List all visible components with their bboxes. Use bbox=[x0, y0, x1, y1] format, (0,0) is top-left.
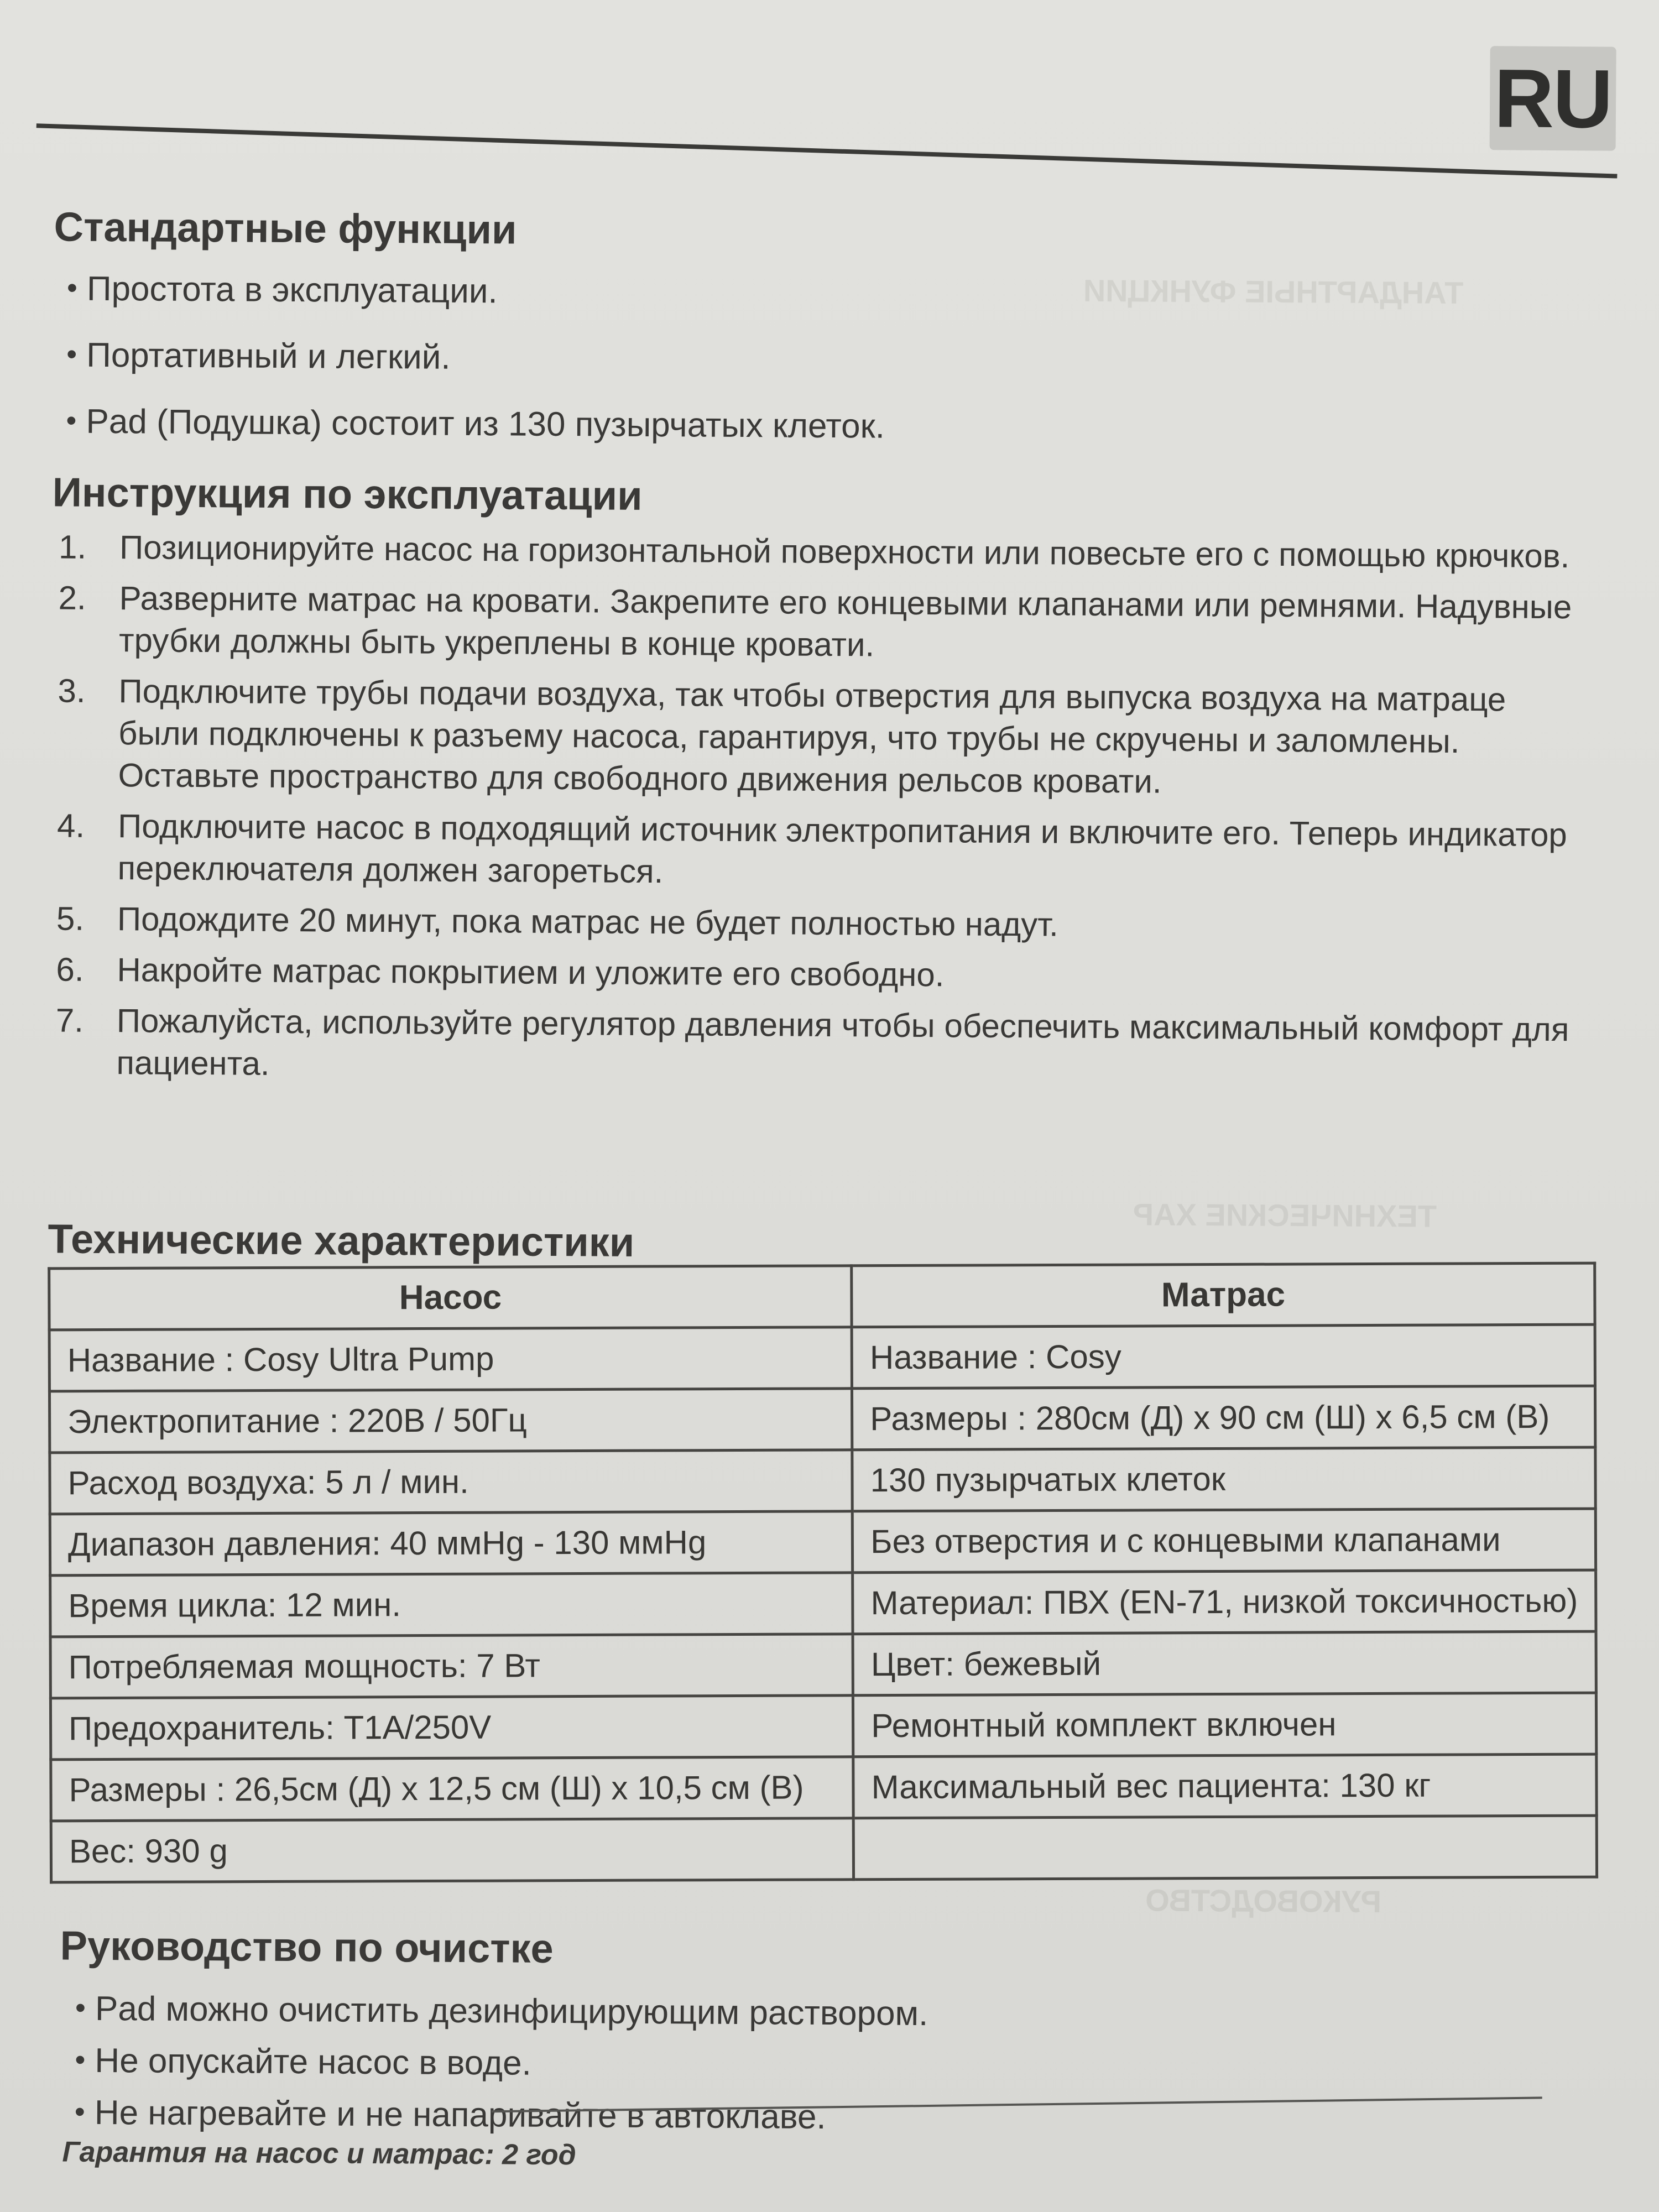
step-text: Накройте матрас покрытием и уложите его свободно. bbox=[117, 951, 945, 994]
standard-features-title: Стандартные функции bbox=[54, 204, 517, 253]
list-item: • Pad можно очистить дезинфицирующим раствором. bbox=[95, 1992, 928, 2049]
table-row bbox=[49, 1386, 1595, 1453]
mattress-cell: Ремонтный комплект включен bbox=[853, 1693, 1597, 1757]
mattress-cell bbox=[853, 1815, 1597, 1880]
step-text: Подключите трубы подачи воздуха, так чтобы отверстия для выпуска воздуха на матраце были подключены к разъему насоса, гарантируя, что трубы не скручены и заломлены. Оставьте пространство для свободного движения рельсов кровати. bbox=[118, 672, 1506, 800]
instruction-step bbox=[58, 577, 1596, 670]
list-item: • Не нагревайте и не напаривайте в автоклаве. bbox=[94, 2096, 927, 2153]
pump-column-header: Насос bbox=[49, 1266, 852, 1330]
cleaning-title: Руководство по очистке bbox=[60, 1922, 554, 1971]
mattress-cell: Размеры : 280см (Д) x 90 см (Ш) x 6,5 см (В) bbox=[852, 1386, 1595, 1450]
step-number: 3. bbox=[58, 672, 86, 709]
table-row bbox=[49, 1324, 1595, 1391]
instruction-step bbox=[56, 805, 1594, 898]
show-through-text: ТАНДАРТНЫЕ ФУНКЦИИ bbox=[1083, 273, 1464, 310]
pump-cell: Электропитание : 220В / 50Гц bbox=[49, 1389, 852, 1453]
step-text: Подключите насос в подходящий источник электропитания и включите его. Теперь индикатор переключателя должен загореться. bbox=[117, 807, 1568, 890]
specs-table bbox=[48, 1262, 1598, 1884]
table-row bbox=[50, 1631, 1596, 1698]
table-row bbox=[51, 1754, 1597, 1821]
step-text: Подождите 20 минут, пока матрас не будет полностью надут. bbox=[117, 900, 1058, 943]
instruction-step bbox=[55, 999, 1593, 1093]
step-text: Пожалуйста, используйте регулятор давления чтобы обеспечить максимальный комфорт для пациента. bbox=[116, 1002, 1569, 1082]
mattress-cell: Материал: ПВХ (EN-71, низкой токсичностью) bbox=[853, 1570, 1596, 1634]
instruction-steps bbox=[55, 526, 1596, 1102]
table-row bbox=[50, 1509, 1595, 1575]
mattress-cell: Цвет: бежевый bbox=[853, 1631, 1596, 1695]
cleaning-list bbox=[94, 1989, 928, 2153]
step-number: 4. bbox=[56, 807, 85, 844]
step-number: 6. bbox=[56, 951, 84, 988]
instruction-step bbox=[59, 526, 1596, 577]
pump-cell: Потребляемая мощность: 7 Вт bbox=[50, 1634, 853, 1698]
show-through-text: РУКОВОДСТВО bbox=[1145, 1882, 1382, 1919]
mattress-cell: Без отверстия и с концевыми клапанами bbox=[852, 1509, 1595, 1573]
list-item: • Простота в эксплуатации. bbox=[86, 272, 885, 343]
table-row bbox=[50, 1570, 1596, 1637]
pump-cell: Время цикла: 12 мин. bbox=[50, 1573, 853, 1637]
step-number: 2. bbox=[58, 579, 86, 617]
pump-cell: Вес: 930 g bbox=[51, 1818, 854, 1882]
table-row bbox=[50, 1447, 1595, 1514]
mattress-cell: Название : Cosy bbox=[852, 1324, 1595, 1389]
mattress-cell: Максимальный вес пациента: 130 кг bbox=[853, 1754, 1597, 1818]
top-divider-line bbox=[36, 123, 1618, 178]
table-header-row bbox=[49, 1263, 1595, 1330]
show-through-text: ТЕХНИЧЕСКИЕ ХАР bbox=[1133, 1197, 1437, 1234]
instruction-step bbox=[56, 898, 1594, 949]
list-item: • Портативный и легкий. bbox=[86, 338, 885, 410]
mattress-column-header: Матрас bbox=[852, 1263, 1595, 1327]
mattress-cell: 130 пузырчатых клеток bbox=[852, 1447, 1595, 1511]
pump-cell: Размеры : 26,5см (Д) x 12,5 см (Ш) x 10,5 см (В) bbox=[51, 1757, 854, 1821]
list-item: • Не опускайте насос в воде. bbox=[95, 2044, 928, 2101]
list-item: • Pad (Подушка) состоит из 130 пузырчатых клеток. bbox=[86, 405, 885, 476]
pump-cell: Предохранитель: T1A/250V bbox=[50, 1695, 853, 1760]
step-number: 1. bbox=[58, 528, 87, 566]
instructions-title: Инструкция по эксплуатации bbox=[52, 469, 643, 519]
instruction-step bbox=[57, 670, 1595, 805]
standard-features-list bbox=[86, 269, 886, 476]
pump-cell: Диапазон давления: 40 ммHg - 130 ммHg bbox=[50, 1511, 853, 1575]
warranty-note: Гарантия на насос и матрас: 2 год bbox=[62, 2136, 576, 2172]
step-text: Разверните матрас на кровати. Закрепите его концевыми клапанами или ремнями. Надувные трубки должны быть укреплены в конце кровати. bbox=[118, 580, 1572, 664]
table-row bbox=[50, 1693, 1596, 1760]
step-number: 7. bbox=[55, 1001, 84, 1039]
pump-cell: Название : Cosy Ultra Pump bbox=[49, 1327, 852, 1391]
specs-title: Технические характеристики bbox=[48, 1215, 635, 1265]
pump-cell: Расход воздуха: 5 л / мин. bbox=[50, 1450, 853, 1514]
instruction-step bbox=[56, 948, 1593, 1000]
step-text: Позиционируйте насос на горизонтальной поверхности или повесьте его с помощью крючков. bbox=[119, 529, 1570, 575]
language-badge: RU bbox=[1490, 46, 1616, 150]
step-number: 5. bbox=[56, 900, 85, 937]
table-row bbox=[51, 1815, 1597, 1882]
